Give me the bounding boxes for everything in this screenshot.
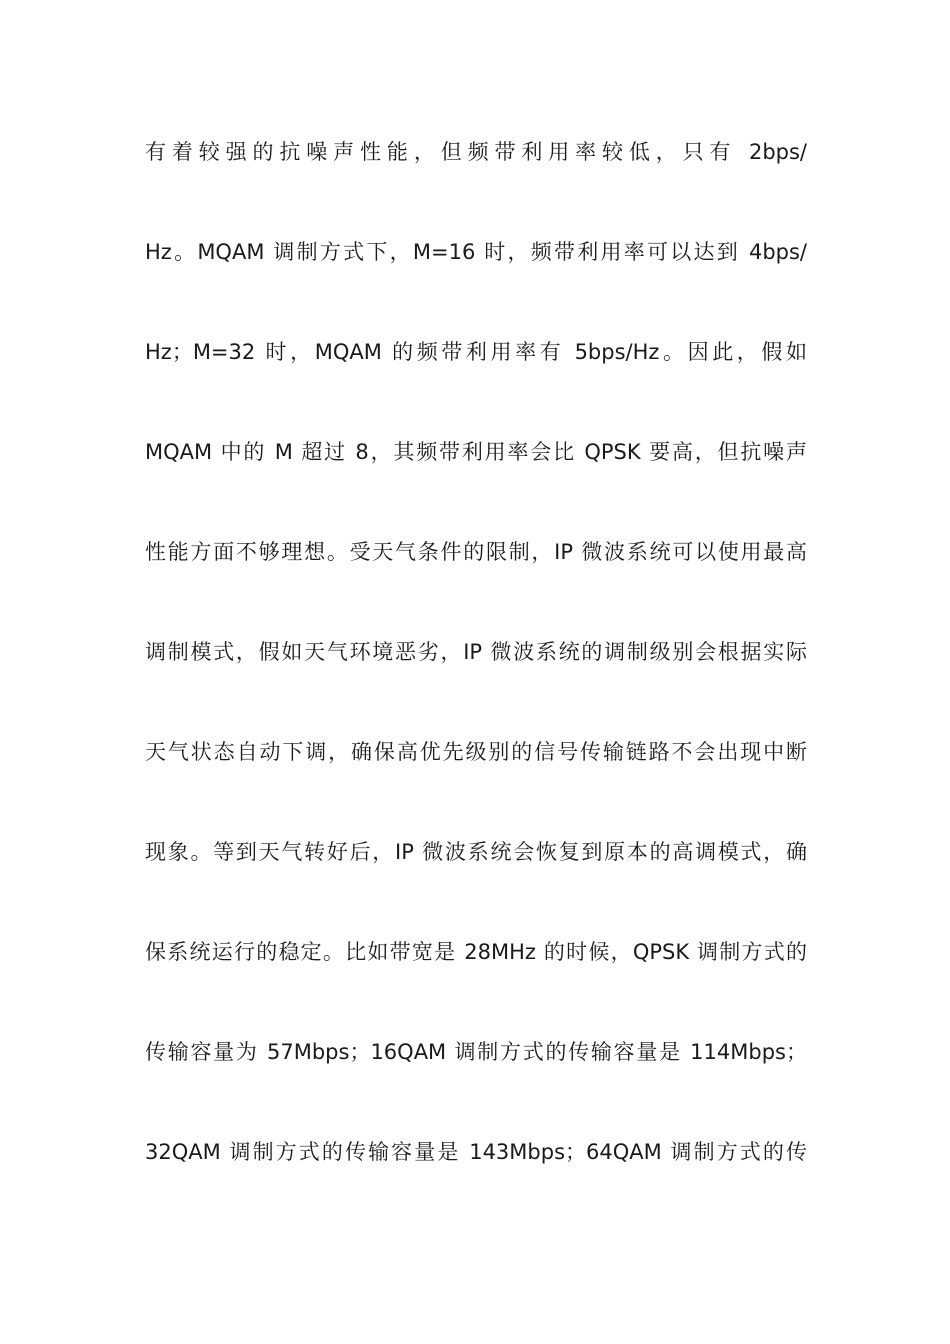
text-line: 传输容量为 57Mbps；16QAM 调制方式的传输容量是 114Mbps； <box>145 1040 807 1064</box>
text-line: 调制模式，假如天气环境恶劣，IP 微波系统的调制级别会根据实际 <box>145 640 807 664</box>
text-line: Hz。MQAM 调制方式下，M=16 时，频带利用率可以达到 4bps/ <box>145 240 807 264</box>
text-line: MQAM 中的 M 超过 8，其频带利用率会比 QPSK 要高，但抗噪声 <box>145 440 807 464</box>
text-line: 有着较强的抗噪声性能，但频带利用率较低，只有 2bps/ <box>145 140 807 164</box>
text-line: 保系统运行的稳定。比如带宽是 28MHz 的时候，QPSK 调制方式的 <box>145 940 807 964</box>
text-line: 现象。等到天气转好后，IP 微波系统会恢复到原本的高调模式，确 <box>145 840 807 864</box>
body-text <box>145 128 807 1228</box>
text-line: Hz；M=32 时，MQAM 的频带利用率有 5bps/Hz。因此，假如 <box>145 340 807 364</box>
text-line: 性能方面不够理想。受天气条件的限制，IP 微波系统可以使用最高 <box>145 540 807 564</box>
text-line: 32QAM 调制方式的传输容量是 143Mbps；64QAM 调制方式的传 <box>145 1140 807 1164</box>
text-line: 天气状态自动下调，确保高优先级别的信号传输链路不会出现中断 <box>145 740 807 764</box>
